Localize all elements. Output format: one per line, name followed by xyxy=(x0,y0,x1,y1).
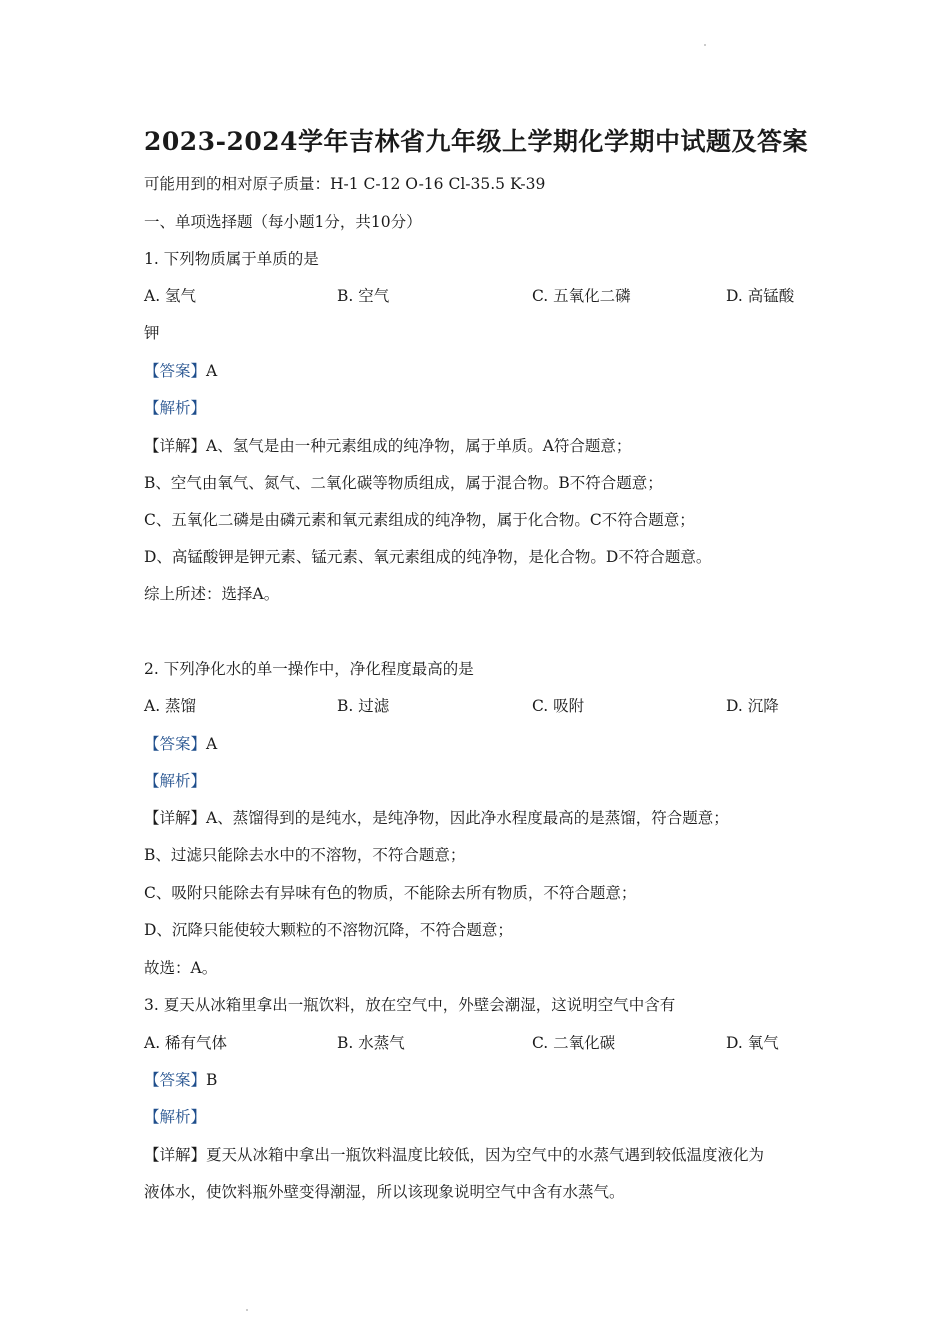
option-c: C. 二氧化碳 xyxy=(532,1034,616,1052)
detail-line: C、吸附只能除去有异味有色的物质，不能除去所有物质，不符合题意； xyxy=(144,884,637,902)
option-b: B. 水蒸气 xyxy=(337,1034,405,1052)
question-3-stem: 3. 夏天从冰箱里拿出一瓶饮料，放在空气中，外壁会潮湿，这说明空气中含有 xyxy=(144,996,676,1014)
detail-line: B、空气由氧气、氮气、二氧化碳等物质组成，属于混合物。B不符合题意； xyxy=(144,474,663,492)
answer-line xyxy=(144,734,217,754)
option-d: D. 高锰酸 xyxy=(726,287,795,305)
option-c: C. 吸附 xyxy=(532,697,585,715)
answer-value: A xyxy=(206,735,218,753)
detail-text: A、氢气是由一种元素组成的纯净物，属于单质。A符合题意； xyxy=(206,437,632,455)
detail-line: B、过滤只能除去水中的不溶物，不符合题意； xyxy=(144,846,466,864)
detail-text: A、蒸馏得到的是纯水，是纯净物，因此净水程度最高的是蒸馏，符合题意； xyxy=(206,809,729,827)
answer-line xyxy=(144,1070,217,1090)
detail-line: D、沉降只能使较大颗粒的不溶物沉降，不符合题意； xyxy=(144,921,513,939)
answer-tag: 【答案】 xyxy=(144,735,207,753)
atomic-masses-line: 可能用到的相对原子质量：H-1 C-12 O-16 Cl-35.5 K-39 xyxy=(144,175,546,193)
detail-tag: 【详解】 xyxy=(144,437,207,455)
question-3-options xyxy=(144,1033,824,1053)
page-title: 2023-2024学年吉林省九年级上学期化学期中试题及答案 xyxy=(144,127,809,156)
option-d: D. 沉降 xyxy=(726,697,779,715)
option-c: C. 五氧化二磷 xyxy=(532,287,631,305)
detail-tag: 【详解】 xyxy=(144,1146,207,1164)
option-b: B. 空气 xyxy=(337,287,390,305)
answer-tag: 【答案】 xyxy=(144,362,207,380)
question-1-stem: 1. 下列物质属于单质的是 xyxy=(144,250,319,268)
analysis-tag: 【解析】 xyxy=(144,1108,207,1126)
detail-line xyxy=(144,1145,764,1165)
section-heading: 一、单项选择题（每小题1分，共10分） xyxy=(144,213,422,231)
answer-value: B xyxy=(206,1071,218,1089)
analysis-tag: 【解析】 xyxy=(144,399,207,417)
answer-line xyxy=(144,361,217,381)
analysis-tag: 【解析】 xyxy=(144,772,207,790)
scan-speck xyxy=(246,1309,248,1311)
detail-line xyxy=(144,436,631,456)
detail-text: 夏天从冰箱中拿出一瓶饮料温度比较低，因为空气中的水蒸气遇到较低温度液化为 xyxy=(206,1146,765,1164)
option-a: A. 氢气 xyxy=(144,287,197,305)
option-a: A. 稀有气体 xyxy=(144,1034,228,1052)
answer-value: A xyxy=(206,362,218,380)
question-1-options xyxy=(144,286,824,306)
option-b: B. 过滤 xyxy=(337,697,390,715)
detail-line: 综上所述：选择A。 xyxy=(144,585,280,603)
answer-tag: 【答案】 xyxy=(144,1071,207,1089)
question-2-stem: 2. 下列净化水的单一操作中，净化程度最高的是 xyxy=(144,660,474,678)
detail-line xyxy=(144,808,729,828)
detail-line: D、高锰酸钾是钾元素、锰元素、氧元素组成的纯净物，是化合物。D不符合题意。 xyxy=(144,548,712,566)
detail-line: C、五氧化二磷是由磷元素和氧元素组成的纯净物，属于化合物。C不符合题意； xyxy=(144,511,695,529)
option-a: A. 蒸馏 xyxy=(144,697,197,715)
detail-tag: 【详解】 xyxy=(144,809,207,827)
detail-line: 故选：A。 xyxy=(144,959,218,977)
option-d: D. 氧气 xyxy=(726,1034,779,1052)
scan-speck xyxy=(704,44,706,46)
question-2-options xyxy=(144,696,824,716)
option-wrap: 钾 xyxy=(144,324,160,342)
detail-line: 液体水，使饮料瓶外壁变得潮湿，所以该现象说明空气中含有水蒸气。 xyxy=(144,1183,625,1201)
